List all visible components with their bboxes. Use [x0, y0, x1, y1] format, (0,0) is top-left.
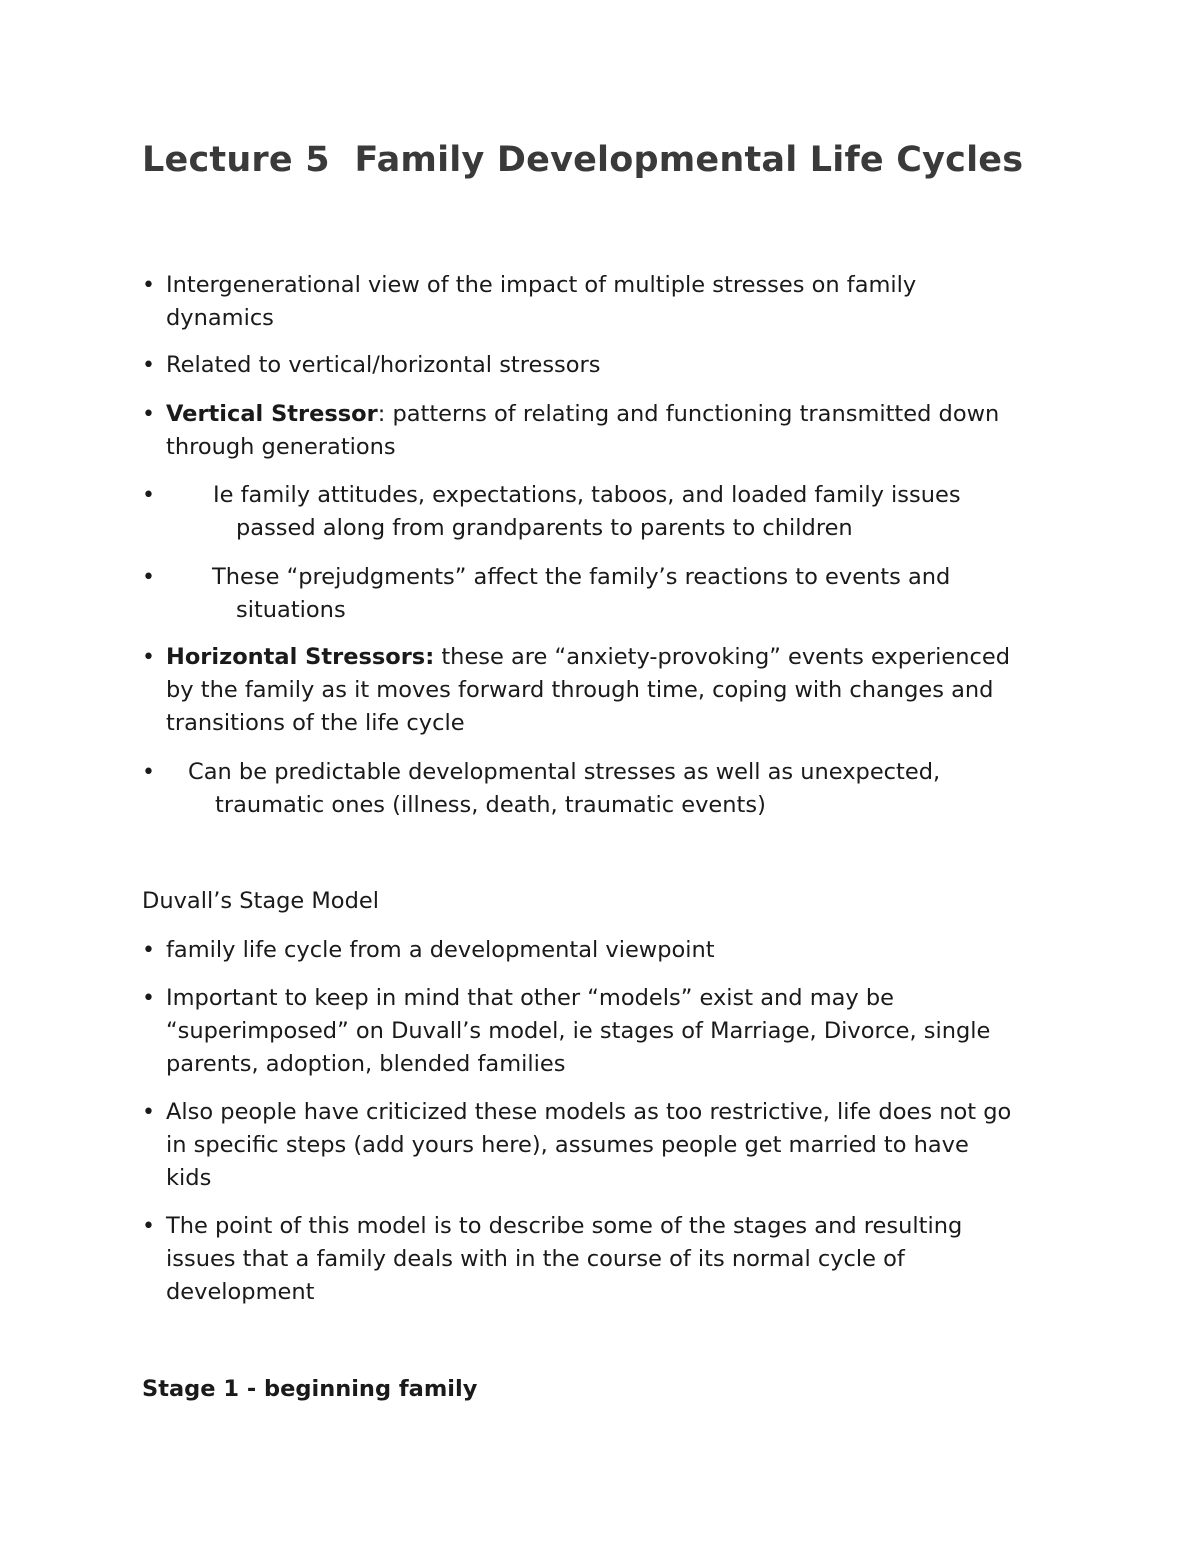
list-item-text: situations: [236, 597, 346, 623]
list-item-text: Ie family attitudes, expectations, taboos, and loaded family issues: [213, 482, 961, 508]
bullet-icon: •: [142, 483, 155, 508]
term-vertical-stressor: Vertical Stressor: [166, 401, 378, 427]
bullet-icon: •: [142, 353, 155, 378]
list-item-text: issues that a family deals with in the course of its normal cycle of: [166, 1246, 905, 1272]
list-item-text: Related to vertical/horizontal stressors: [166, 352, 601, 378]
list-item-text: through generations: [166, 434, 396, 460]
lecture-title: Lecture 5 Family Developmental Life Cycles: [142, 140, 1024, 180]
list-item-text: family life cycle from a developmental viewpoint: [166, 937, 715, 963]
list-item-text: in specific steps (add yours here), assumes people get married to have: [166, 1132, 969, 1158]
list-item-text: transitions of the life cycle: [166, 710, 465, 736]
list-item-text: Important to keep in mind that other “models” exist and may be: [166, 985, 894, 1011]
list-item-text: dynamics: [166, 305, 274, 331]
list-item-text: The point of this model is to describe some of the stages and resulting: [166, 1213, 963, 1239]
list-item-text: by the family as it moves forward through time, coping with changes and: [166, 677, 994, 703]
list-item-text: Intergenerational view of the impact of multiple stresses on family: [166, 272, 917, 298]
list-item-text: [166, 398, 999, 431]
term-horizontal-stressors: Horizontal Stressors:: [166, 644, 435, 670]
list-item-text: Also people have criticized these models as too restrictive, life does not go: [166, 1099, 1012, 1125]
bullet-icon: •: [142, 760, 155, 785]
list-item-text: traumatic ones (illness, death, traumatic events): [215, 792, 766, 818]
list-item-text: Can be predictable developmental stresses as well as unexpected,: [188, 759, 941, 785]
list-item-text: parents, adoption, blended families: [166, 1051, 566, 1077]
bullet-icon: •: [142, 565, 155, 590]
list-item-text: [166, 641, 1010, 674]
bullet-icon: •: [142, 402, 155, 427]
term-definition: : patterns of relating and functioning transmitted down: [377, 401, 1000, 427]
bullet-icon: •: [142, 986, 155, 1011]
bullet-icon: •: [142, 1214, 155, 1239]
term-definition: these are “anxiety-provoking” events experienced: [434, 644, 1010, 670]
bullet-icon: •: [142, 938, 155, 963]
list-item-text: “superimposed” on Duvall’s model, ie stages of Marriage, Divorce, single: [166, 1018, 991, 1044]
section-heading-stage-1: Stage 1 - beginning family: [142, 1376, 478, 1402]
list-item-text: development: [166, 1279, 315, 1305]
section-heading-duvall: Duvall’s Stage Model: [142, 888, 379, 914]
bullet-icon: •: [142, 1100, 155, 1125]
bullet-icon: •: [142, 273, 155, 298]
list-item-text: passed along from grandparents to parents to children: [236, 515, 853, 541]
list-item-text: These “prejudgments” affect the family’s reactions to events and: [212, 564, 951, 590]
list-item-text: kids: [166, 1165, 212, 1191]
bullet-icon: •: [142, 645, 155, 670]
